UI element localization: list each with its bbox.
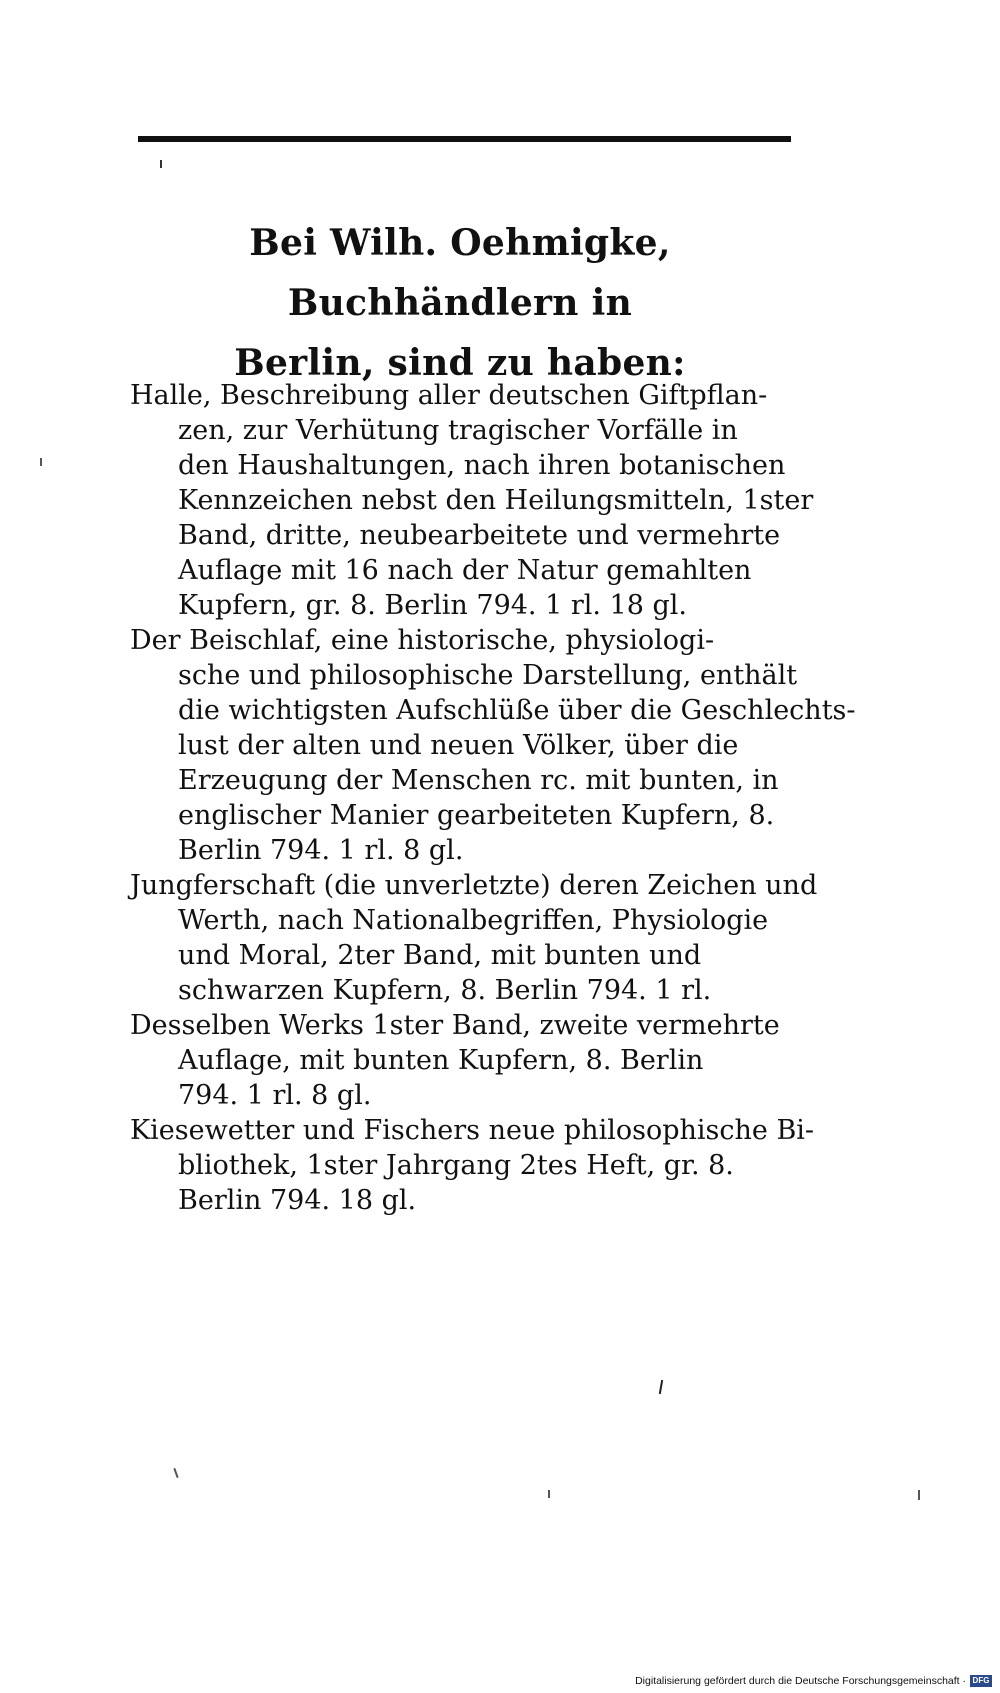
entry-line: 794. 1 rl. 8 gl. [178, 1080, 372, 1111]
scan-speck [173, 1468, 178, 1478]
entry-line: sche und philosophische Darstellung, enthält [178, 660, 798, 691]
entry-line: Kiesewetter und Fischers neue philosophische Bi- [130, 1115, 815, 1146]
entry-line: bliothek, 1ster Jahrgang 2tes Heft, gr. 8. [178, 1150, 734, 1181]
heading-line-2: Berlin, sind zu haben: [234, 342, 686, 384]
footer-text: Digitalisierung gefördert durch die Deutsche Forschungsgemeinschaft · [635, 1675, 966, 1687]
entry-line: Desselben Werks 1ster Band, zweite vermehrte [130, 1010, 780, 1041]
catalogue-entry [130, 378, 814, 623]
scan-speck [918, 1490, 920, 1500]
top-rule [138, 136, 791, 142]
entry-line: Halle, Beschreibung aller deutschen Giftpflan- [130, 380, 768, 411]
entry-line: Kupfern, gr. 8. Berlin 794. 1 rl. 18 gl. [178, 590, 687, 621]
entry-line: Jungferschaft (die unverletzte) deren Zeichen und [130, 870, 818, 901]
scan-speck [160, 160, 162, 168]
entry-line: Auflage, mit bunten Kupfern, 8. Berlin [178, 1045, 704, 1076]
entry-line: Auflage mit 16 nach der Natur gemahlten [178, 555, 752, 586]
entry-line: und Moral, 2ter Band, mit bunten und [178, 940, 702, 971]
entry-line: englischer Manier gearbeiteten Kupfern, 8. [178, 800, 775, 831]
entry-line: Berlin 794. 1 rl. 8 gl. [178, 835, 464, 866]
entry-line: Der Beischlaf, eine historische, physiologi- [130, 625, 715, 656]
catalogue-entry [130, 1008, 810, 1113]
entry-line: Band, dritte, neubearbeitete und vermehrte [178, 520, 781, 551]
dfg-logo: DFG [970, 1675, 992, 1687]
entry-line: Erzeugung der Menschen rc. mit bunten, in [178, 765, 779, 796]
scan-speck [659, 1380, 663, 1394]
entry-line: zen, zur Verhütung tragischer Vorfälle in [178, 415, 738, 446]
entry-line: Werth, nach Nationalbegriffen, Physiologie [178, 905, 769, 936]
page-heading [120, 213, 800, 393]
catalogue-entries [130, 378, 856, 1218]
entry-line: die wichtigsten Aufschlüße über die Geschlechts- [178, 695, 856, 726]
entry-line: Kennzeichen nebst den Heilungsmitteln, 1ster [178, 485, 814, 516]
digitization-footer [635, 1675, 992, 1687]
catalogue-entry [130, 1113, 815, 1218]
catalogue-entry [130, 623, 856, 868]
heading-line-1: Bei Wilh. Oehmigke, Buchhändlern in [249, 222, 671, 324]
catalogue-entry [130, 868, 818, 1008]
entry-line: schwarzen Kupfern, 8. Berlin 794. 1 rl. [178, 975, 712, 1006]
entry-line: lust der alten und neuen Völker, über die [178, 730, 739, 761]
entry-line: den Haushaltungen, nach ihren botanischen [178, 450, 786, 481]
scan-speck [548, 1490, 550, 1498]
entry-line: Berlin 794. 18 gl. [178, 1185, 417, 1216]
scan-speck [40, 458, 42, 466]
